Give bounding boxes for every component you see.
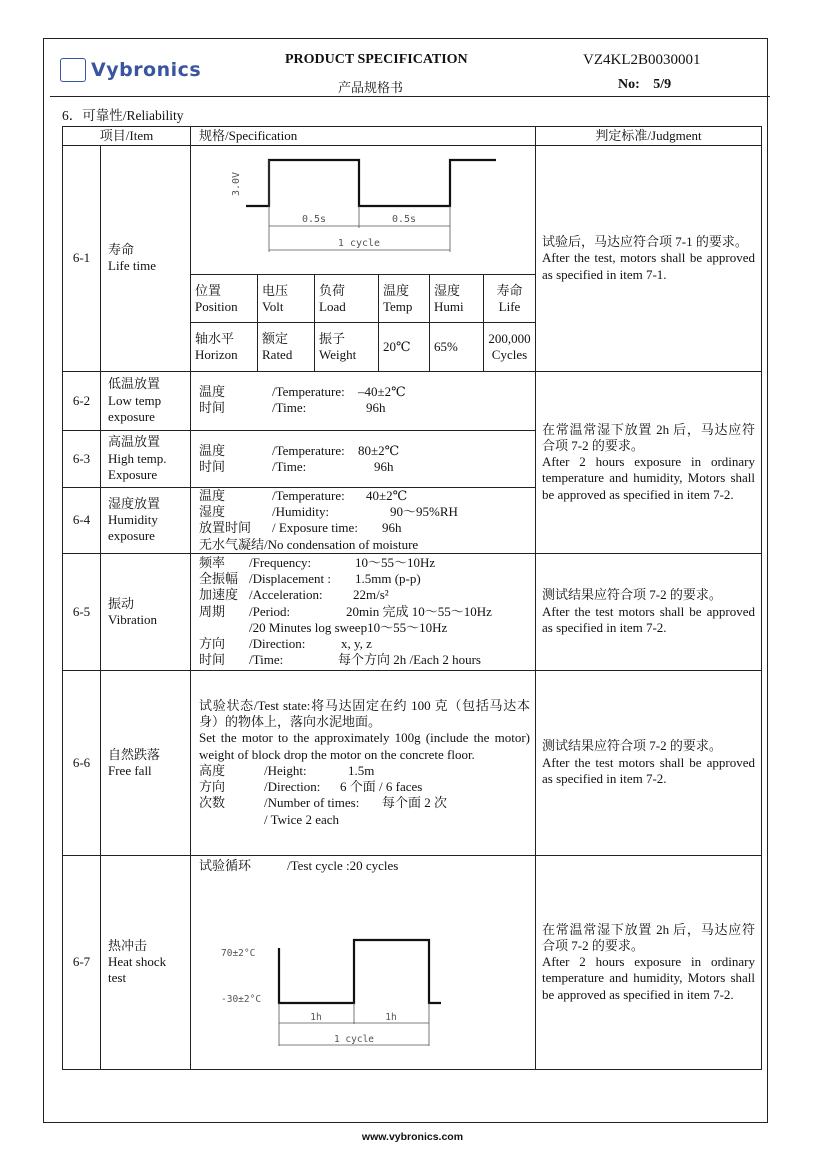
- item-cn: 振动: [108, 595, 135, 611]
- table-row: [63, 855, 762, 1069]
- cond-h-load-en: Load: [319, 298, 346, 314]
- table-header-row: [63, 127, 762, 146]
- conditions-value-row: [191, 323, 535, 371]
- row-number: 6-3: [63, 430, 101, 487]
- item-name: [101, 553, 191, 670]
- row-number: 6-2: [63, 371, 101, 430]
- item-cn: 湿度放置: [108, 495, 161, 511]
- row-number: 6-5: [63, 553, 101, 670]
- item-en: Humidity: [108, 512, 158, 528]
- doc-title: PRODUCT SPECIFICATION: [285, 52, 468, 67]
- item-en: Life time: [108, 258, 157, 274]
- cond-v-life-en: Cycles: [491, 347, 528, 362]
- judgment-cn: 试验后，马达应符合项 7-1 的要求。: [542, 234, 748, 249]
- item-name: [101, 670, 191, 855]
- seg1-label: 1h: [310, 1012, 322, 1023]
- cond-v-position-en: Horizon: [195, 347, 238, 362]
- cycle-label: 1 cycle: [337, 238, 381, 249]
- judgment-cn: 在常温常湿下放置 2h 后，马达应符合项 7-2 的要求。: [542, 921, 755, 953]
- header-spec: 规格/Specification: [191, 127, 536, 146]
- life-cycle-waveform: [191, 146, 535, 270]
- judgment-cell: [536, 855, 762, 1069]
- judgment-en: After the test motors shall be approved as specified in item 7-2.: [542, 603, 755, 635]
- cond-v-load-cn: 振子: [319, 330, 346, 346]
- cond-v-position-cn: 轴水平: [195, 330, 235, 346]
- item-cn: 高温放置: [108, 434, 161, 450]
- doc-title-cn: 产品规格书: [338, 80, 404, 95]
- item-name: [101, 487, 191, 553]
- judgment-en: After the test, motors shall be approved as specified in item 7-1.: [542, 250, 755, 282]
- item-name: [101, 371, 191, 430]
- spec-cell: 试验循环 /Test cycle :20 cycles 70±2°C -30±2°C 1h 1h 1 cycle: [191, 855, 536, 1069]
- footer-url: www.vybronics.com: [361, 1131, 464, 1143]
- header-rule: [50, 96, 770, 97]
- judgment-cell: [536, 371, 762, 553]
- judgment-en: After the test motors shall be approved as specified in item 7-2.: [542, 754, 755, 786]
- judgment-cn: 测试结果应符合项 7-2 的要求。: [542, 738, 722, 754]
- cond-h-position-en: Position: [195, 298, 238, 314]
- cond-v-temp: 20℃: [379, 323, 430, 371]
- judgment-en: After 2 hours exposure in ordinary temperature and humidity, Motors shall be approved as specified in item 7-2.: [542, 454, 755, 502]
- row-number: 6-1: [63, 146, 101, 372]
- judgment-cn: 测试结果应符合项 7-2 的要求。: [542, 587, 722, 603]
- cond-h-temp-en: Temp: [383, 298, 413, 314]
- item-en: Vibration: [108, 611, 158, 627]
- cond-v-volt-en: Rated: [262, 347, 293, 362]
- judgment-cn: 在常温常湿下放置 2h 后，马达应符合项 7-2 的要求。: [542, 421, 755, 453]
- logo-text: Vybronics: [91, 59, 202, 81]
- item-en: Low temp: [108, 392, 162, 408]
- cond-h-position-cn: 位置: [195, 282, 222, 298]
- item-en: Free fall: [108, 762, 152, 778]
- cond-v-humi: 65%: [430, 323, 484, 371]
- spec-cell: [191, 146, 536, 372]
- reliability-table: [62, 126, 762, 1070]
- header-judgment: 判定标准/Judgment: [536, 127, 762, 146]
- section-title: 6．可靠性/Reliability: [62, 108, 184, 123]
- logo-icon: [60, 58, 86, 82]
- cond-h-humi-cn: 湿度: [434, 282, 461, 298]
- cond-h-life-en: Life: [498, 298, 521, 314]
- cond-h-life-cn: 寿命: [496, 282, 523, 298]
- conditions-header-row: [191, 275, 535, 323]
- item-cn: 寿命: [108, 242, 135, 258]
- table-row: [63, 670, 762, 855]
- test-state-en: Set the motor to the approximately 100g (include the motor) weight of block drop the motor on the concrete floor.: [199, 730, 530, 762]
- heat-shock-waveform: [199, 874, 529, 1059]
- judgment-cell: [536, 553, 762, 670]
- header-item: 项目/Item: [63, 127, 191, 146]
- judgment-cell: [536, 146, 762, 372]
- cond-h-humi-en: Humi: [434, 298, 464, 314]
- life-conditions-table: [191, 274, 535, 371]
- condensation-note: 无水气凝结/No condensation of moisture: [199, 536, 419, 552]
- cond-v-life-cn: 200,000: [488, 330, 531, 346]
- item-name: [101, 855, 191, 1069]
- cond-h-volt-en: Volt: [262, 298, 284, 314]
- cond-h-volt-cn: 电压: [262, 282, 289, 298]
- item-en: exposure: [108, 408, 155, 424]
- high-temp-label: 70±2°C: [221, 948, 256, 959]
- spec-cell: 温度 /Temperature: 80±2℃ 时间 /Time: 96h: [191, 430, 536, 487]
- cycle-label: 1 cycle: [333, 1034, 375, 1045]
- spec-cell: 温度 /Temperature: 40±2℃ 湿度 /Humidity: 90～95%RH 放置时间 / Exposure time: 96h 无水气凝结/No condensation of moisture: [191, 487, 536, 553]
- row-number: 6-6: [63, 670, 101, 855]
- item-en: exposure: [108, 528, 155, 544]
- judgment-cell: [536, 670, 762, 855]
- item-en: High temp.: [108, 450, 167, 466]
- item-name: [101, 146, 191, 372]
- cond-v-volt-cn: 额定: [262, 330, 289, 346]
- item-en: Heat shock: [108, 954, 167, 970]
- spec-cell: 试验状态/Test state:将马达固定在约 100 克（包括马达本身）的物体上，落向水泥地面。 Set the motor to the approximately 100g (include the motor) weight of block drop the motor on the concrete floor. 高度 /Height: 1.5m 方向 /Direction: 6 个面 / 6 faces 次数 /Number of times: 每个面 2 次 / Twice 2 each: [191, 670, 536, 855]
- judgment-en: After 2 hours exposure in ordinary temperature and humidity, Motors shall be approved as specified in item 7-2.: [542, 954, 755, 1002]
- page-number: No: 5/9: [618, 77, 672, 92]
- row-number: 6-4: [63, 487, 101, 553]
- cond-h-temp-cn: 温度: [383, 282, 410, 298]
- test-state-cn: 试验状态/Test state:将马达固定在约 100 克（包括马达本身）的物体上，落向水泥地面。: [199, 697, 530, 729]
- item-name: [101, 430, 191, 487]
- seg2-label: 1h: [385, 1012, 397, 1023]
- seg2-label: 0.5s: [391, 214, 417, 225]
- table-row: [63, 371, 762, 430]
- spec-cell: 温度 /Temperature: –40±2℃ 时间 /Time: 96h: [191, 371, 536, 430]
- cond-h-load-cn: 负荷: [319, 282, 346, 298]
- company-logo: [60, 55, 220, 85]
- cond-v-load-en: Weight: [319, 347, 357, 362]
- item-cn: 自然跌落: [108, 746, 161, 762]
- seg1-label: 0.5s: [301, 214, 327, 225]
- item-cn: 低温放置: [108, 376, 161, 392]
- low-temp-label: -30±2°C: [221, 994, 262, 1005]
- table-row: [63, 553, 762, 670]
- item-cn: 热冲击: [108, 937, 148, 953]
- spec-cell: 频率 /Frequency: 10～55～10Hz 全振幅 /Displacement : 1.5mm (p-p) 加速度 /Acceleration: 22m/s² 周期 /Period: 20min 完成 10～55～10Hz /20 Minutes log sweep10～55～10Hz 方向 /Direction: x, y, z 时间 /Time: 每个方向 2h /Each 2 hours: [191, 553, 536, 670]
- item-en: Exposure: [108, 466, 158, 482]
- item-en: test: [108, 970, 127, 986]
- voltage-label: 3.0V: [231, 171, 242, 197]
- row-number: 6-7: [63, 855, 101, 1069]
- table-row: [63, 146, 762, 372]
- doc-code: VZ4KL2B0030001: [583, 52, 701, 68]
